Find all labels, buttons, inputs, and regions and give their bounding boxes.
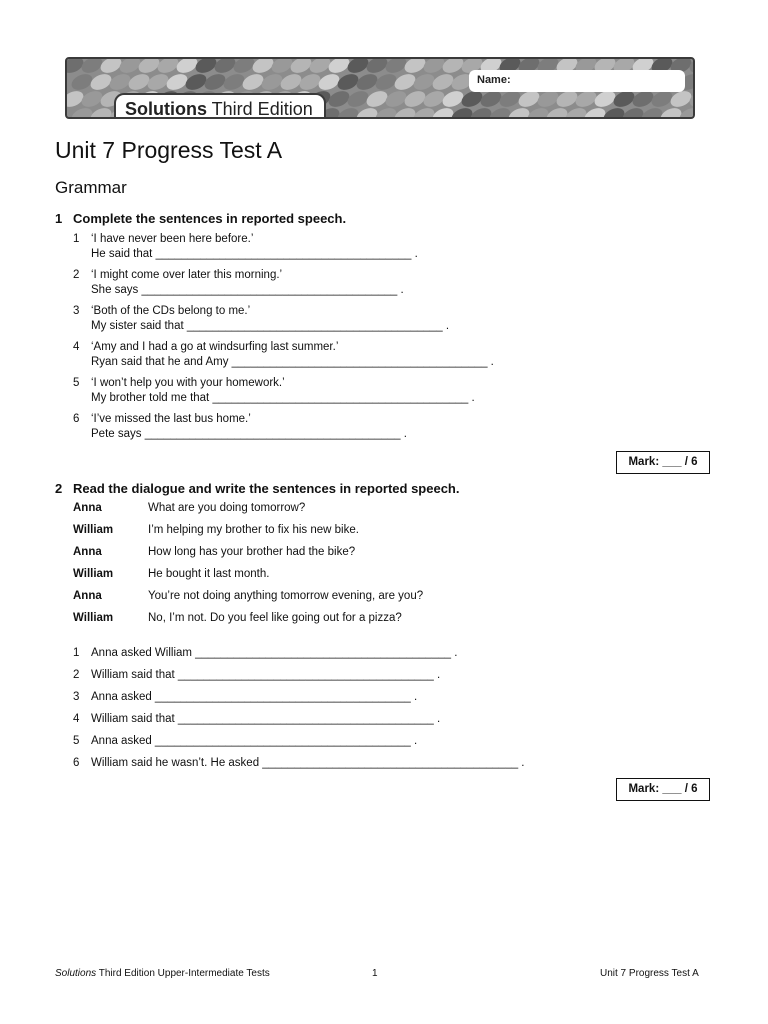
- item-number: 6: [73, 413, 80, 425]
- speaker-name: Anna: [73, 590, 102, 602]
- banner-oval: [79, 88, 105, 110]
- q1-mark-box[interactable]: Mark: ___ / 6: [616, 451, 710, 474]
- footer-brand: Solutions: [55, 968, 97, 979]
- item-quote: ‘I have never been here before.’: [91, 233, 254, 245]
- item-quote: ‘Both of the CDs belong to me.’: [91, 305, 251, 317]
- banner-oval: [297, 71, 323, 93]
- item-number: 4: [73, 341, 80, 353]
- logo: [125, 99, 313, 119]
- dialogue-text: I’m helping my brother to fix his new bike.: [148, 524, 359, 536]
- dialogue-text: You’re not doing anything tomorrow evening, are you?: [148, 590, 424, 602]
- question-instruction: Read the dialogue and write the sentences in reported speech.: [73, 481, 460, 496]
- logo-rest: Third Edition: [207, 99, 313, 119]
- item-quote: ‘I won’t help you with your homework.’: [91, 377, 285, 389]
- footer-series: Third Edition Upper-Intermediate Tests: [96, 968, 270, 979]
- item-number: 2: [73, 269, 80, 281]
- answer-line[interactable]: Anna asked William ________________________________________ .: [91, 647, 458, 659]
- banner-oval: [326, 88, 352, 110]
- question-number: 1: [55, 211, 63, 226]
- speaker-name: William: [73, 612, 114, 624]
- dialogue-text: He bought it last month.: [148, 568, 270, 580]
- dialogue-text: No, I’m not. Do you feel like going out for a pizza?: [148, 612, 402, 624]
- item-answer-line[interactable]: He said that ________________________________________ .: [91, 247, 418, 260]
- answer-line[interactable]: Anna asked ________________________________________ .: [91, 691, 418, 703]
- q2-mark-box[interactable]: Mark: ___ / 6: [616, 778, 710, 801]
- banner-oval: [164, 71, 190, 93]
- answer-line[interactable]: William said that ________________________________________ .: [91, 713, 441, 725]
- question-2-heading: [55, 481, 459, 496]
- banner-oval: [373, 71, 399, 93]
- question-1-heading: [55, 211, 346, 226]
- banner-oval: [392, 71, 418, 93]
- banner-oval: [430, 71, 456, 93]
- banner-oval: [183, 71, 209, 93]
- section-title: Grammar: [55, 178, 127, 197]
- banner-oval: [69, 71, 95, 93]
- banner-oval: [126, 71, 152, 93]
- banner-oval: [383, 88, 409, 110]
- dialogue-text: What are you doing tomorrow?: [148, 502, 306, 514]
- banner-oval: [345, 88, 371, 110]
- banner-oval: [145, 71, 171, 93]
- item-answer-line[interactable]: Pete says ________________________________________ .: [91, 427, 407, 440]
- question-number: 2: [55, 481, 63, 496]
- item-quote: ‘Amy and I had a go at windsurfing last summer.’: [91, 341, 339, 353]
- footer-left: [55, 968, 270, 979]
- banner-oval: [411, 71, 437, 93]
- banner-oval: [88, 71, 114, 93]
- speaker-name: Anna: [73, 546, 102, 558]
- speaker-name: Anna: [73, 502, 102, 514]
- item-number: 3: [73, 305, 80, 317]
- footer-right: Unit 7 Progress Test A: [600, 968, 699, 979]
- item-answer-line[interactable]: My brother told me that ________________________________________ .: [91, 391, 475, 404]
- name-field[interactable]: [469, 70, 685, 92]
- header-banner: [65, 57, 695, 119]
- logo-bold: Solutions: [125, 99, 207, 119]
- banner-oval: [259, 71, 285, 93]
- item-number: 4: [73, 713, 80, 725]
- speaker-name: William: [73, 568, 114, 580]
- banner-oval: [402, 88, 428, 110]
- banner-oval: [316, 71, 342, 93]
- item-quote: ‘I’ve missed the last bus home.’: [91, 413, 251, 425]
- item-number: 6: [73, 757, 80, 769]
- item-answer-line[interactable]: Ryan said that he and Amy ________________________________________ .: [91, 355, 494, 368]
- banner-oval: [278, 71, 304, 93]
- item-number: 5: [73, 735, 80, 747]
- item-answer-line[interactable]: She says ________________________________________ .: [91, 283, 404, 296]
- answer-line[interactable]: William said that ________________________________________ .: [91, 669, 441, 681]
- banner-oval: [354, 71, 380, 93]
- question-instruction: Complete the sentences in reported speech.: [73, 211, 347, 226]
- banner-oval: [240, 71, 266, 93]
- item-quote: ‘I might come over later this morning.’: [91, 269, 283, 281]
- item-number: 5: [73, 377, 80, 389]
- page-title: Unit 7 Progress Test A: [55, 137, 283, 163]
- item-answer-line[interactable]: My sister said that ________________________________________ .: [91, 319, 450, 332]
- item-number: 3: [73, 691, 80, 703]
- answer-line[interactable]: Anna asked ________________________________________ .: [91, 735, 418, 747]
- item-number: 1: [73, 233, 80, 245]
- banner-oval: [421, 88, 447, 110]
- item-number: 1: [73, 647, 80, 659]
- answer-line[interactable]: William said he wasn’t. He asked ________________________________________ .: [91, 757, 525, 769]
- banner-oval: [335, 71, 361, 93]
- banner-oval: [202, 71, 228, 93]
- banner-oval: [221, 71, 247, 93]
- dialogue-text: How long has your brother had the bike?: [148, 546, 356, 558]
- speaker-name: William: [73, 524, 114, 536]
- banner-oval: [440, 88, 466, 110]
- logo-tab: [114, 93, 326, 119]
- item-number: 2: [73, 669, 80, 681]
- banner-oval: [364, 88, 390, 110]
- banner-oval: [107, 71, 133, 93]
- page-number: 1: [372, 968, 378, 979]
- name-label: Name:: [477, 74, 511, 86]
